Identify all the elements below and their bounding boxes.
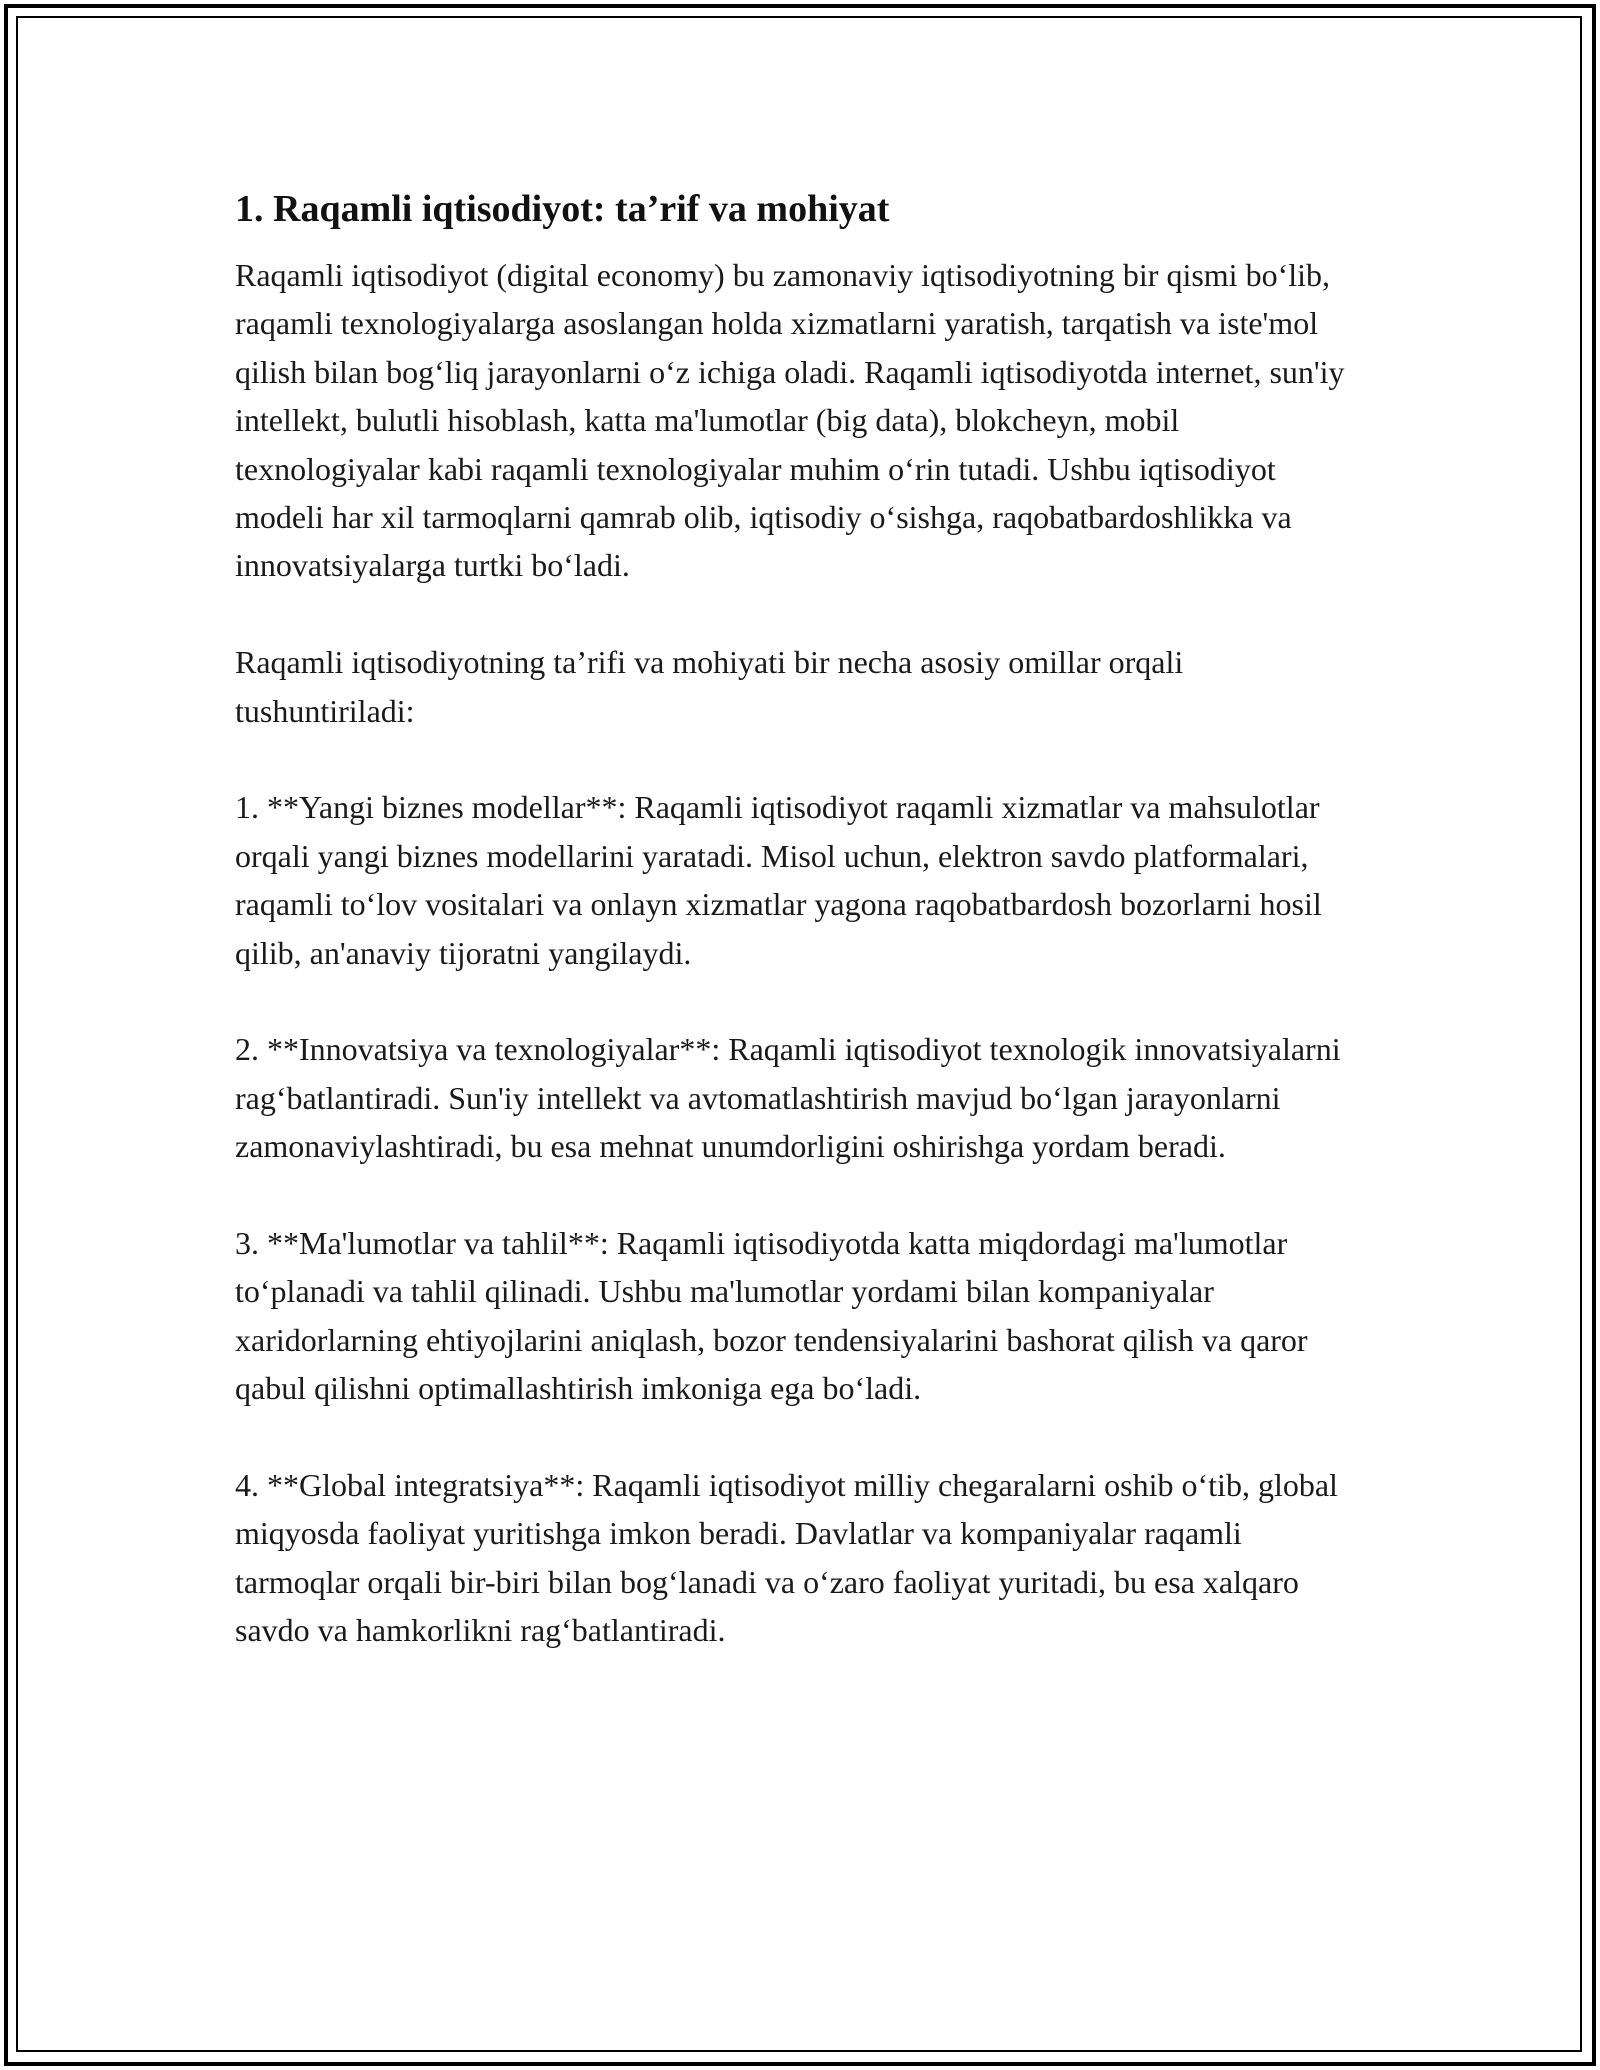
list-item-global-integration: 4. **Global integratsiya**: Raqamli iqtisodiyot milliy chegaralarni oshib o‘tib, global miqyosda faoliyat yuritishga imkon beradi. Davlatlar va kompaniyalar raqamli tarmoqlar orqali bir-biri bilan bog‘lanadi va o‘zaro faoliyat yuritadi, bu esa xalqaro savdo va hamkorlikni rag‘batlantiradi. [235, 1467, 1338, 1649]
document-body [235, 185, 1365, 1655]
paragraph-lead-in: Raqamli iqtisodiyotning ta’rifi va mohiyati bir necha asosiy omillar orqali tushuntiriladi: [235, 644, 1184, 729]
list-item-business-models: 1. **Yangi biznes modellar**: Raqamli iqtisodiyot raqamli xizmatlar va mahsulotlar orqali yangi biznes modellarini yaratadi. Misol uchun, elektron savdo platformalari, raqamli to‘lov vositalari va onlayn xizmatlar yagona raqobatbardosh bozorlarni hosil qilib, an'anaviy tijoratni yangilaydi. [235, 789, 1322, 971]
paragraph-intro: Raqamli iqtisodiyot (digital economy) bu zamonaviy iqtisodiyotning bir qismi bo‘lib, raqamli texnologiyalarga asoslangan holda xizmatlarni yaratish, tarqatish va iste'mol qilish bilan bog‘liq jarayonlarni o‘z ichiga oladi. Raqamli iqtisodiyotda internet, sun'iy intellekt, bulutli hisoblash, katta ma'lumotlar (big data), blokcheyn, mobil texnologiyalar kabi raqamli texnologiyalar muhim o‘rin tutadi. Ushbu iqtisodiyot modeli har xil tarmoqlarni qamrab olib, iqtisodiy o‘sishga, raqobatbardoshlikka va innovatsiyalarga turtki bo‘ladi. [235, 257, 1345, 584]
list-item-data-analysis: 3. **Ma'lumotlar va tahlil**: Raqamli iqtisodiyotda katta miqdordagi ma'lumotlar to‘planadi va tahlil qilinadi. Ushbu ma'lumotlar yordami bilan kompaniyalar xaridorlarning ehtiyojlarini aniqlash, bozor tendensiyalarini bashorat qilish va qaror qabul qilishni optimallashtirish imkoniga ega bo‘ladi. [235, 1225, 1308, 1407]
list-item-innovation: 2. **Innovatsiya va texnologiyalar**: Raqamli iqtisodiyot texnologik innovatsiyalarni rag‘batlantiradi. Sun'iy intellekt va avtomatlashtirish mavjud bo‘lgan jarayonlarni zamonaviylashtiradi, bu esa mehnat unumdorligini oshirishga yordam beradi. [235, 1031, 1341, 1165]
section-heading: 1. Raqamli iqtisodiyot: ta’rif va mohiyat [235, 188, 890, 230]
